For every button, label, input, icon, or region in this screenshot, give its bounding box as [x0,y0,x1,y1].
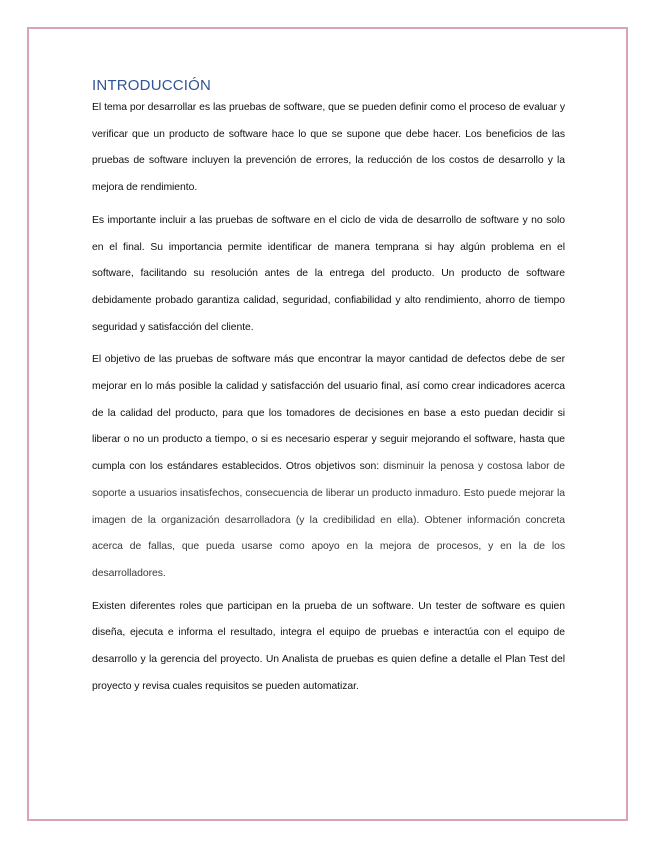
document-heading: INTRODUCCIÓN [92,77,212,94]
paragraph-roles: Existen diferentes roles que participan en la prueba de un software. Un tester de software es quien diseña, ejecuta e informa el resultado, integra el equipo de pruebas e interactúa con el equipo de desarrollo y la gerencia del proyecto. Un Analista de pruebas es quien define a detalle el Plan Test del proyecto y revisa cuales requisitos se pueden automatizar. [92,600,565,692]
paragraph-objectives-list: disminuir la penosa y costosa labor de soporte a usuarios insatisfechos, consecuencia de liberar un producto inmaduro. Esto puede mejorar la imagen de la organización desarrolladora (y la credibilidad en ella). Obtener información concreta acerca de fallas, que pueda usarse como apoyo en la mejora de procesos, y en la de los desarrolladores. [92,461,565,579]
paragraph-objectives [92,347,565,587]
paragraph-intro: El tema por desarrollar es las pruebas de software, que se pueden definir como el proceso de evaluar y verificar que un producto de software hace lo que se supone que debe hacer. Los beneficios de las pruebas de software incluyen la prevención de errores, la reducción de los costos de desarrollo y la mejora de rendimiento. [92,102,565,194]
document-body [92,78,565,706]
paragraph-importance: Es importante incluir a las pruebas de software en el ciclo de vida de desarrollo de software y no solo en el final. Su importancia permite identificar de manera temprana si hay algún problema en el software, facilitando su resolución antes de la entrega del producto. Un producto de software debidamente probado garantiza calidad, seguridad, confiabilidad y alto rendimiento, ahorro de tiempo seguridad y satisfacción del cliente. [92,214,565,333]
paragraph-objectives-main: El objetivo de las pruebas de software más que encontrar la mayor cantidad de defectos debe de ser mejorar en lo más posible la calidad y satisfacción del usuario final, así como crear indicadores acerca de la calidad del producto, para que los tomadores de decisiones en base a esto puedan decidir si liberar o no un producto a tiempo, o si es necesario esperar y seguir mejorando el software, hasta que cumpla con los estándares establecidos. Otros objetivos son: [92,354,565,473]
